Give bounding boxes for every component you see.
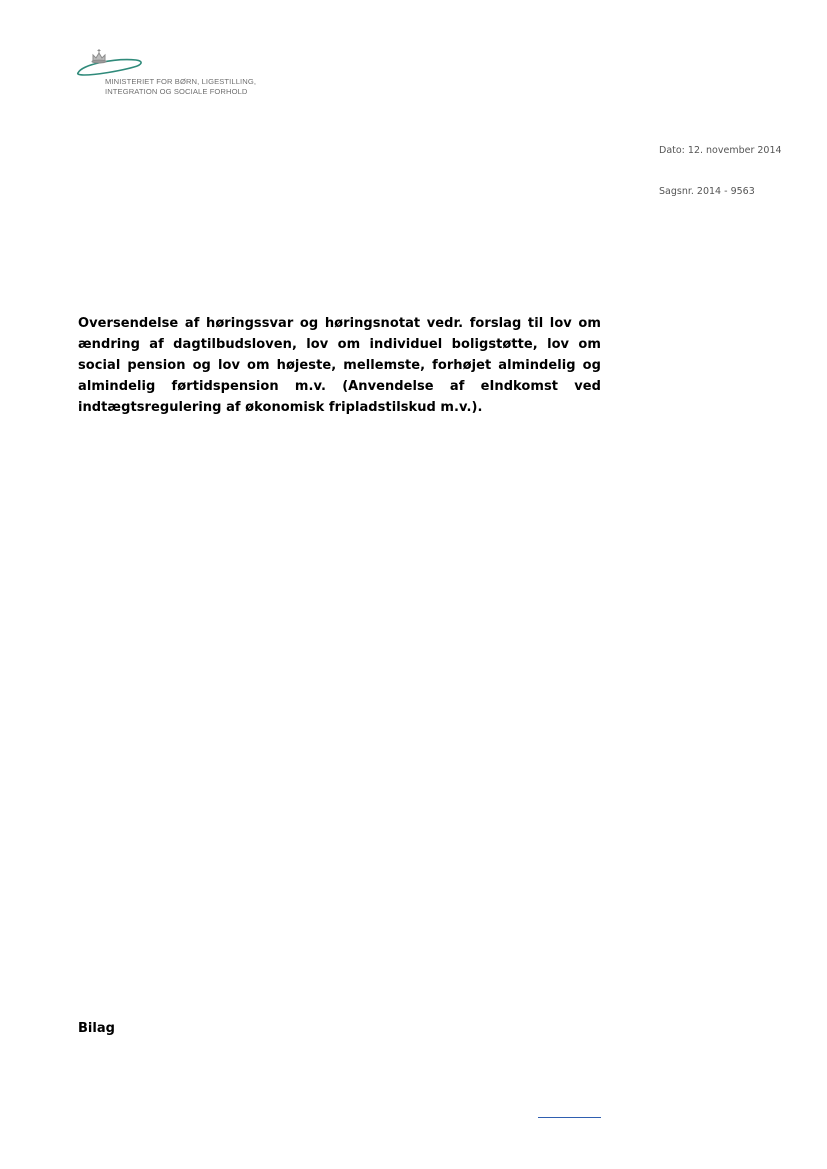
ministry-logo — [76, 46, 296, 100]
logo-text-line-1: MINISTERIET FOR BØRN, LIGESTILLING, — [105, 77, 257, 86]
case-number: Sagsnr. 2014 - 9563 — [659, 186, 755, 197]
document-date: Dato: 12. november 2014 — [659, 145, 782, 156]
document-title: Oversendelse af høringssvar og høringsnotat vedr. forslag til lov om ændring af dagtilbudsloven, lov om individuel boligstøtte, lov om social pension og lov om højeste, mellemste, forhøjet almindelig og almindelig førtidspension m.v. (Anvendelse af eIndkomst ved indtægtsregulering af økonomisk fripladstilskud m.v.). — [78, 316, 601, 415]
crown-emblem-icon — [76, 46, 156, 80]
footnote-separator — [538, 1117, 601, 1118]
logo-text-line-2: INTEGRATION OG SOCIALE FORHOLD — [105, 87, 248, 96]
attachment-heading: Bilag — [78, 1021, 115, 1036]
